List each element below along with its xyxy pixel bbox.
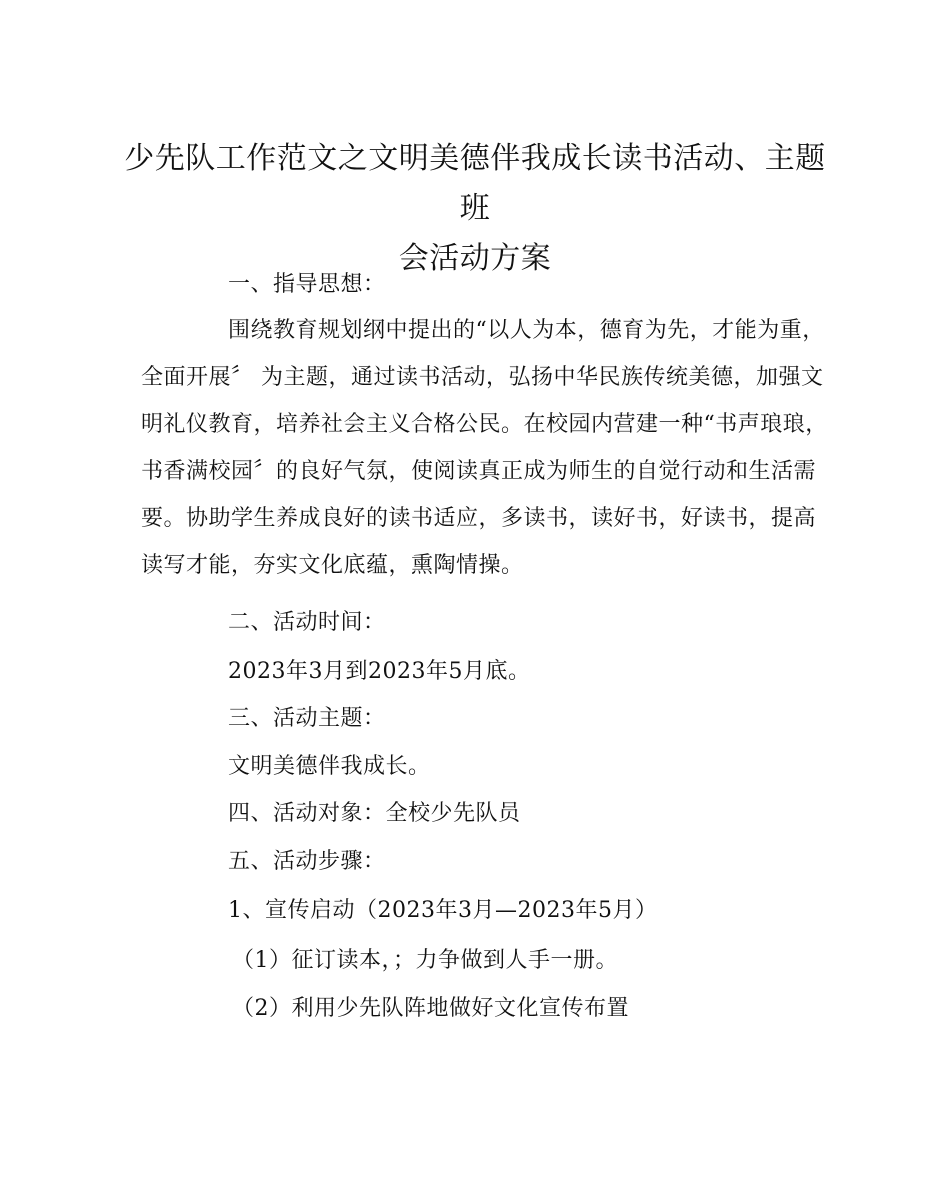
title-line-1: 少先队工作范文之文明美德伴我成长读书活动、主题班 bbox=[124, 141, 826, 226]
section-4-heading: 四、活动对象：全校少先队员 bbox=[228, 801, 521, 826]
document-title bbox=[118, 134, 832, 284]
section-3-content: 文明美德伴我成长。 bbox=[228, 754, 431, 779]
section-2-heading: 二、活动时间： bbox=[228, 610, 386, 635]
section-2-content: 2023年3月到2023年5月底。 bbox=[228, 659, 531, 684]
paragraph-line-4: 书香满校园〞的良好气氛，使阅读真正成为师生的自觉行动和生活需 bbox=[141, 459, 817, 484]
section-1-heading: 一、指导思想： bbox=[228, 272, 386, 297]
step-item-2: （2）利用少先队阵地做好文化宣传布置 bbox=[232, 996, 629, 1021]
section-3-heading: 三、活动主题： bbox=[228, 706, 386, 731]
section-5-heading: 五、活动步骤： bbox=[228, 849, 386, 874]
title-line-2: 会活动方案 bbox=[398, 241, 552, 276]
paragraph-line-3: 明礼仪教育，培养社会主义合格公民。在校园内营建一种“书声琅琅， bbox=[141, 412, 828, 437]
step-item-1: （1）征订读本，；力争做到人手一册。 bbox=[232, 948, 618, 973]
paragraph-line-1: 围绕教育规划纲中提出的“以人为本，德育为先，才能为重， bbox=[228, 318, 825, 343]
step-1: 1、宣传启动（2023年3月—2023年5月） bbox=[228, 898, 658, 923]
paragraph-line-2: 全面开展〞 为主题，通过读书活动，弘扬中华民族传统美德，加强文 bbox=[141, 365, 824, 390]
paragraph-line-5: 要。协助学生养成良好的读书适应，多读书，读好书，好读书，提高 bbox=[141, 506, 817, 531]
paragraph-line-6: 读写才能，夯实文化底蕴，熏陶情操。 bbox=[141, 553, 524, 578]
